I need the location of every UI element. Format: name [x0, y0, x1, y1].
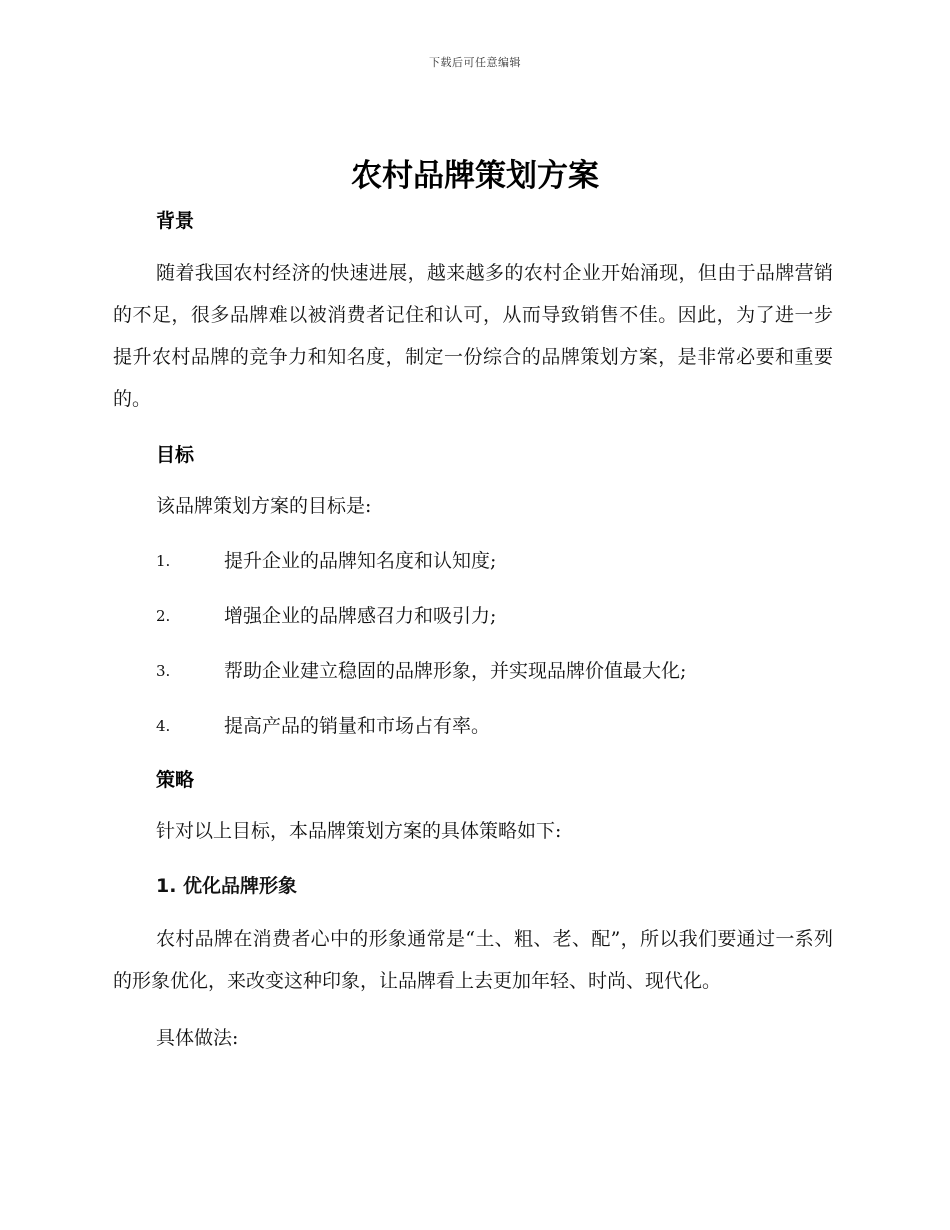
list-item: [113, 651, 833, 706]
list-item-text: 提升企业的品牌知名度和认知度;: [224, 550, 497, 572]
brand-image-paragraph: 农村品牌在消费者心中的形象通常是“土、粗、老、配”，所以我们要通过一系列的形象优化，来改变这种印象，让品牌看上去更加年轻、时尚、现代化。: [113, 928, 833, 992]
section-heading-goals: 目标: [156, 444, 195, 466]
list-item-number: 2.: [156, 607, 171, 625]
strategy-intro-row: [113, 811, 833, 866]
list-item-text: 帮助企业建立稳固的品牌形象，并实现品牌价值最大化;: [224, 660, 687, 682]
list-item: [113, 596, 833, 651]
page-header-note: 下载后可任意编辑: [429, 56, 521, 69]
background-paragraph: 随着我国农村经济的快速进展，越来越多的农村企业开始涌现，但由于品牌营销的不足，很多品牌难以被消费者记住和认可，从而导致销售不佳。因此，为了进一步提升农村品牌的竞争力和知名度，制定一份综合的品牌策划方案，是非常必要和重要的。: [113, 262, 833, 410]
list-item-text: 提高产品的销量和市场占有率。: [224, 715, 491, 737]
list-item: [113, 706, 833, 761]
list-item-number: 4.: [156, 717, 171, 735]
goals-intro-row: [113, 486, 833, 541]
list-item-number: 3.: [156, 662, 171, 680]
section-heading-strategy: 策略: [156, 769, 195, 791]
section-heading-background: 背景: [156, 210, 195, 232]
method-label-row: [113, 1018, 833, 1073]
strategy-intro: 针对以上目标，本品牌策划方案的具体策略如下:: [156, 820, 562, 842]
goals-intro: 该品牌策划方案的目标是:: [156, 495, 372, 517]
list-item: [113, 541, 833, 596]
subsection-heading-brand-image: 1. 优化品牌形象: [156, 875, 298, 897]
list-item-text: 增强企业的品牌感召力和吸引力;: [224, 605, 497, 627]
list-item-number: 1.: [156, 552, 171, 570]
method-label: 具体做法:: [156, 1027, 239, 1049]
document-title: 农村品牌策划方案: [351, 158, 599, 194]
document-body: [113, 202, 833, 1073]
